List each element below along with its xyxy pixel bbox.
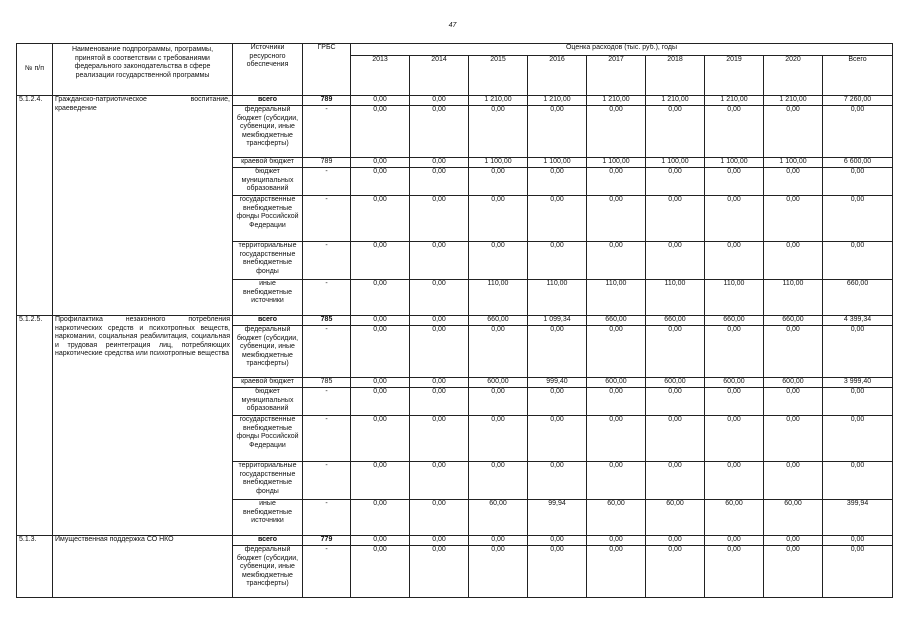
value-cell: 600,00 xyxy=(705,378,764,388)
value-cell: 0,00 xyxy=(705,536,764,546)
value-cell: 0,00 xyxy=(528,416,587,462)
total-cell: 0,00 xyxy=(823,196,893,242)
total-cell: 0,00 xyxy=(823,106,893,158)
value-cell: 660,00 xyxy=(705,316,764,326)
value-cell: 0,00 xyxy=(469,106,528,158)
section-number: 5.1.3. xyxy=(17,536,53,598)
value-cell: 600,00 xyxy=(587,378,646,388)
value-cell: 0,00 xyxy=(705,106,764,158)
grbs-cell: - xyxy=(303,168,351,196)
value-cell: 600,00 xyxy=(764,378,823,388)
value-cell: 0,00 xyxy=(410,536,469,546)
value-cell: 0,00 xyxy=(410,96,469,106)
section-name: Профилактика незаконного потребления наркотических средств и психотропных веществ, наркомании, социальная реабилитация, социальная и трудовая реинтеграция лиц, потребляющих наркотические средства или психотропные вещества xyxy=(53,316,233,536)
value-cell: 0,00 xyxy=(351,546,410,598)
value-cell: 0,00 xyxy=(705,196,764,242)
value-cell: 0,00 xyxy=(705,326,764,378)
value-cell: 0,00 xyxy=(351,316,410,326)
table-row xyxy=(17,536,893,546)
source-cell: краевой бюджет xyxy=(233,378,303,388)
grbs-cell: - xyxy=(303,106,351,158)
value-cell: 0,00 xyxy=(410,546,469,598)
source-cell: иные внебюджетные источники xyxy=(233,500,303,536)
value-cell: 99,94 xyxy=(528,500,587,536)
value-cell: 60,00 xyxy=(646,500,705,536)
source-cell: федеральный бюджет (субсидии, субвенции, иные межбюджетные трансферты) xyxy=(233,326,303,378)
value-cell: 0,00 xyxy=(351,168,410,196)
value-cell: 110,00 xyxy=(705,280,764,316)
value-cell: 0,00 xyxy=(410,416,469,462)
section-number: 5.1.2.5. xyxy=(17,316,53,536)
source-cell: всего xyxy=(233,536,303,546)
value-cell: 0,00 xyxy=(528,326,587,378)
header-name: Наименование подпрограммы, программы, принятой в соответствии с требованиями федерального законодательства в сфере реализации государственной программы xyxy=(53,44,233,96)
source-cell: бюджет муниципальных образований xyxy=(233,388,303,416)
total-cell: 0,00 xyxy=(823,242,893,280)
value-cell: 1 210,00 xyxy=(764,96,823,106)
value-cell: 1 210,00 xyxy=(705,96,764,106)
value-cell: 1 210,00 xyxy=(646,96,705,106)
value-cell: 0,00 xyxy=(351,242,410,280)
value-cell: 0,00 xyxy=(528,536,587,546)
value-cell: 0,00 xyxy=(705,416,764,462)
value-cell: 0,00 xyxy=(587,388,646,416)
value-cell: 60,00 xyxy=(705,500,764,536)
value-cell: 0,00 xyxy=(705,546,764,598)
value-cell: 0,00 xyxy=(469,196,528,242)
grbs-cell: - xyxy=(303,388,351,416)
source-cell: государственные внебюджетные фонды Российской Федерации xyxy=(233,196,303,242)
value-cell: 0,00 xyxy=(587,546,646,598)
page-number: 47 xyxy=(448,22,457,29)
header-year-2015: 2015 xyxy=(469,56,528,96)
value-cell: 0,00 xyxy=(764,462,823,500)
value-cell: 60,00 xyxy=(469,500,528,536)
source-cell: федеральный бюджет (субсидии, субвенции, иные межбюджетные трансферты) xyxy=(233,106,303,158)
total-cell: 0,00 xyxy=(823,462,893,500)
grbs-cell: - xyxy=(303,280,351,316)
value-cell: 0,00 xyxy=(469,416,528,462)
grbs-cell: - xyxy=(303,500,351,536)
value-cell: 0,00 xyxy=(646,242,705,280)
total-cell: 4 399,34 xyxy=(823,316,893,326)
total-cell: 0,00 xyxy=(823,546,893,598)
value-cell: 0,00 xyxy=(587,536,646,546)
value-cell: 0,00 xyxy=(528,106,587,158)
value-cell: 110,00 xyxy=(469,280,528,316)
value-cell: 1 100,00 xyxy=(705,158,764,168)
value-cell: 0,00 xyxy=(469,546,528,598)
header-year-2014: 2014 xyxy=(410,56,469,96)
total-cell: 6 600,00 xyxy=(823,158,893,168)
source-cell: бюджет муниципальных образований xyxy=(233,168,303,196)
header-year-2016: 2016 xyxy=(528,56,587,96)
value-cell: 1 100,00 xyxy=(528,158,587,168)
total-cell: 660,00 xyxy=(823,280,893,316)
value-cell: 660,00 xyxy=(587,316,646,326)
value-cell: 0,00 xyxy=(469,326,528,378)
value-cell: 0,00 xyxy=(646,416,705,462)
value-cell: 0,00 xyxy=(587,326,646,378)
value-cell: 60,00 xyxy=(587,500,646,536)
table-header xyxy=(17,44,893,96)
grbs-cell: - xyxy=(303,196,351,242)
value-cell: 0,00 xyxy=(764,168,823,196)
grbs-cell: - xyxy=(303,326,351,378)
source-cell: всего xyxy=(233,96,303,106)
total-cell: 0,00 xyxy=(823,416,893,462)
value-cell: 0,00 xyxy=(646,462,705,500)
value-cell: 0,00 xyxy=(764,242,823,280)
value-cell: 0,00 xyxy=(646,536,705,546)
value-cell: 0,00 xyxy=(764,106,823,158)
value-cell: 0,00 xyxy=(528,546,587,598)
value-cell: 1 210,00 xyxy=(528,96,587,106)
value-cell: 0,00 xyxy=(410,316,469,326)
value-cell: 0,00 xyxy=(410,500,469,536)
value-cell: 1 100,00 xyxy=(764,158,823,168)
value-cell: 0,00 xyxy=(410,378,469,388)
grbs-cell: 789 xyxy=(303,96,351,106)
source-cell: территориальные государственные внебюджетные фонды xyxy=(233,242,303,280)
source-cell: иные внебюджетные источники xyxy=(233,280,303,316)
value-cell: 0,00 xyxy=(351,106,410,158)
value-cell: 0,00 xyxy=(705,388,764,416)
value-cell: 660,00 xyxy=(646,316,705,326)
value-cell: 0,00 xyxy=(410,196,469,242)
value-cell: 0,00 xyxy=(646,168,705,196)
total-cell: 0,00 xyxy=(823,168,893,196)
value-cell: 0,00 xyxy=(351,378,410,388)
total-cell: 7 260,00 xyxy=(823,96,893,106)
table-body xyxy=(17,96,893,598)
value-cell: 0,00 xyxy=(469,242,528,280)
header-grbs: ГРБС xyxy=(303,44,351,96)
grbs-cell: 789 xyxy=(303,158,351,168)
value-cell: 0,00 xyxy=(528,242,587,280)
value-cell: 110,00 xyxy=(528,280,587,316)
header-year-2017: 2017 xyxy=(587,56,646,96)
value-cell: 0,00 xyxy=(351,196,410,242)
value-cell: 0,00 xyxy=(764,416,823,462)
value-cell: 0,00 xyxy=(705,242,764,280)
grbs-cell: - xyxy=(303,462,351,500)
source-cell: территориальные государственные внебюджетные фонды xyxy=(233,462,303,500)
value-cell: 0,00 xyxy=(646,326,705,378)
section-name: Имущественная поддержка СО НКО xyxy=(53,536,233,598)
value-cell: 0,00 xyxy=(351,158,410,168)
budget-table xyxy=(16,43,893,598)
header-year-2018: 2018 xyxy=(646,56,705,96)
value-cell: 0,00 xyxy=(764,388,823,416)
header-num: № п/п xyxy=(17,44,53,96)
value-cell: 0,00 xyxy=(469,462,528,500)
header-source: Источники ресурсного обеспечения xyxy=(233,44,303,96)
total-cell: 0,00 xyxy=(823,326,893,378)
value-cell: 0,00 xyxy=(587,106,646,158)
value-cell: 999,40 xyxy=(528,378,587,388)
grbs-cell: - xyxy=(303,546,351,598)
value-cell: 110,00 xyxy=(587,280,646,316)
value-cell: 1 100,00 xyxy=(646,158,705,168)
value-cell: 0,00 xyxy=(646,388,705,416)
source-cell: федеральный бюджет (субсидии, субвенции, иные межбюджетные трансферты) xyxy=(233,546,303,598)
value-cell: 0,00 xyxy=(410,388,469,416)
section-number: 5.1.2.4. xyxy=(17,96,53,316)
value-cell: 110,00 xyxy=(764,280,823,316)
value-cell: 60,00 xyxy=(764,500,823,536)
table-row xyxy=(17,96,893,106)
value-cell: 0,00 xyxy=(351,388,410,416)
source-cell: всего xyxy=(233,316,303,326)
value-cell: 0,00 xyxy=(351,462,410,500)
value-cell: 0,00 xyxy=(528,196,587,242)
value-cell: 600,00 xyxy=(469,378,528,388)
value-cell: 0,00 xyxy=(587,416,646,462)
value-cell: 0,00 xyxy=(587,242,646,280)
value-cell: 1 100,00 xyxy=(587,158,646,168)
grbs-cell: 785 xyxy=(303,378,351,388)
value-cell: 0,00 xyxy=(587,168,646,196)
value-cell: 0,00 xyxy=(705,462,764,500)
total-cell: 0,00 xyxy=(823,388,893,416)
value-cell: 0,00 xyxy=(410,242,469,280)
value-cell: 1 100,00 xyxy=(469,158,528,168)
value-cell: 0,00 xyxy=(587,196,646,242)
value-cell: 0,00 xyxy=(351,500,410,536)
value-cell: 1 210,00 xyxy=(469,96,528,106)
grbs-cell: 785 xyxy=(303,316,351,326)
value-cell: 0,00 xyxy=(410,168,469,196)
grbs-cell: - xyxy=(303,242,351,280)
source-cell: государственные внебюджетные фонды Российской Федерации xyxy=(233,416,303,462)
value-cell: 0,00 xyxy=(410,326,469,378)
value-cell: 0,00 xyxy=(646,106,705,158)
value-cell: 0,00 xyxy=(469,536,528,546)
value-cell: 0,00 xyxy=(528,168,587,196)
value-cell: 0,00 xyxy=(528,462,587,500)
total-cell: 3 999,40 xyxy=(823,378,893,388)
header-estimate: Оценка расходов (тыс. руб.), годы xyxy=(351,44,893,56)
value-cell: 0,00 xyxy=(646,196,705,242)
section-name: Гражданско-патриотическое воспитание, краеведение xyxy=(53,96,233,316)
value-cell: 0,00 xyxy=(528,388,587,416)
value-cell: 0,00 xyxy=(469,388,528,416)
value-cell: 0,00 xyxy=(351,326,410,378)
value-cell: 0,00 xyxy=(764,196,823,242)
value-cell: 660,00 xyxy=(764,316,823,326)
header-year-2020: 2020 xyxy=(764,56,823,96)
value-cell: 0,00 xyxy=(410,280,469,316)
value-cell: 0,00 xyxy=(351,416,410,462)
value-cell: 0,00 xyxy=(410,462,469,500)
header-total: Всего xyxy=(823,56,893,96)
total-cell: 399,94 xyxy=(823,500,893,536)
value-cell: 1 099,34 xyxy=(528,316,587,326)
value-cell: 0,00 xyxy=(764,546,823,598)
total-cell: 0,00 xyxy=(823,536,893,546)
value-cell: 0,00 xyxy=(351,536,410,546)
source-cell: краевой бюджет xyxy=(233,158,303,168)
value-cell: 0,00 xyxy=(646,546,705,598)
grbs-cell: - xyxy=(303,416,351,462)
value-cell: 0,00 xyxy=(410,106,469,158)
value-cell: 0,00 xyxy=(764,536,823,546)
value-cell: 0,00 xyxy=(351,96,410,106)
value-cell: 600,00 xyxy=(646,378,705,388)
header-year-2019: 2019 xyxy=(705,56,764,96)
value-cell: 110,00 xyxy=(646,280,705,316)
value-cell: 0,00 xyxy=(351,280,410,316)
value-cell: 0,00 xyxy=(469,168,528,196)
table-row xyxy=(17,316,893,326)
value-cell: 0,00 xyxy=(764,326,823,378)
value-cell: 0,00 xyxy=(410,158,469,168)
header-year-2013: 2013 xyxy=(351,56,410,96)
grbs-cell: 779 xyxy=(303,536,351,546)
value-cell: 0,00 xyxy=(705,168,764,196)
value-cell: 660,00 xyxy=(469,316,528,326)
value-cell: 1 210,00 xyxy=(587,96,646,106)
value-cell: 0,00 xyxy=(587,462,646,500)
